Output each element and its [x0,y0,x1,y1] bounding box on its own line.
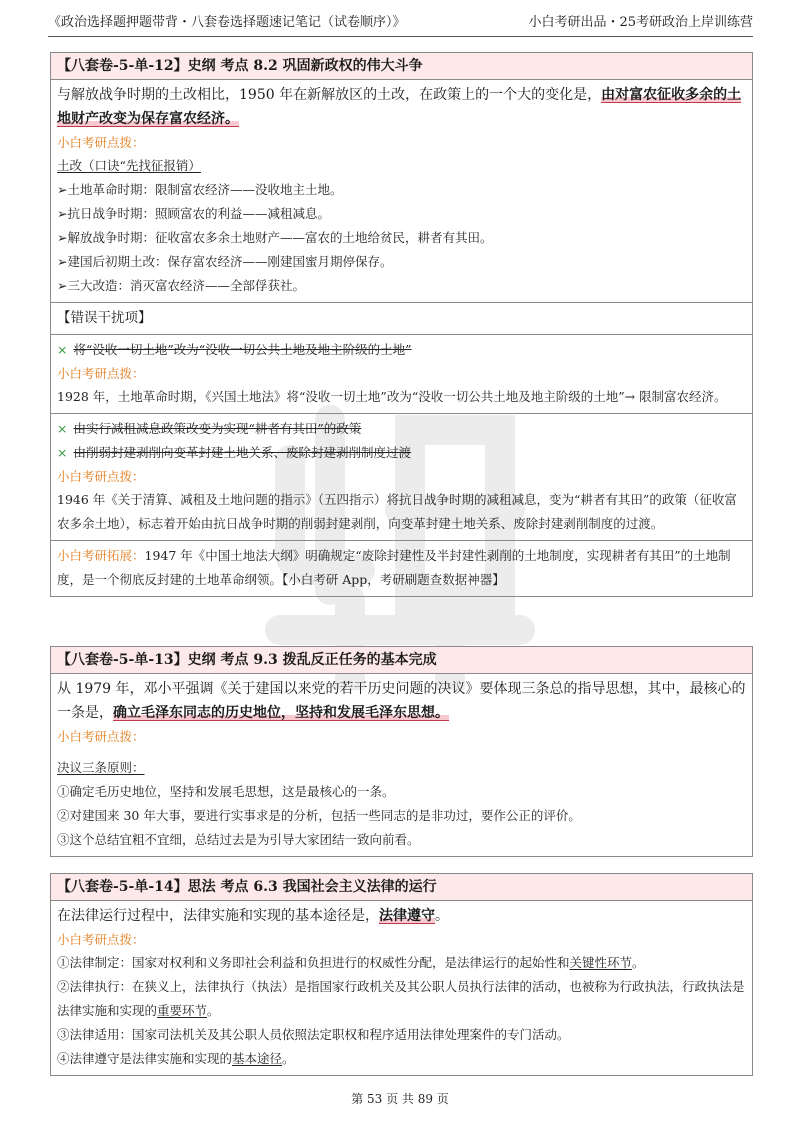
tip-subtitle: 决议三条原则： [57,760,145,775]
wrong-option: × 由实行减租减息政策改变为实现“耕者有其田”的政策 [57,417,746,441]
tip-explanation: 1946 年《关于清算、减租及土地问题的指示》（五四指示）将抗日战争时期的减租减息，变为“耕者有其田”的政策（征收富农多余土地），标志着开始由抗日战争时期的削弱封建剥削，向变革封建土地关系、废除封建剥削制度的过渡。 [57,492,737,531]
question-tag: 【八套卷-5-单-14】 [57,879,188,895]
tip-point: ➢解放战争时期：征收富农多余土地财产——富农的土地给贫民，耕者有其田。 [57,230,493,245]
distractor-section-2 [51,413,752,540]
question-title [51,647,752,674]
tip-point: ➢抗日战争时期：照顾富农的利益——减租减息。 [57,206,330,221]
question-title [51,53,752,80]
distractor-section-1 [51,334,752,413]
wrong-option: × 将“没收一切土地”改为“没收一切公共土地及地主阶级的土地” [57,338,746,362]
question-card-12 [50,52,753,597]
distractor-label: 【错误干扰项】 [57,310,152,326]
question-stem: 与解放战争时期的土改相比，1950 年在新解放区的土改，在政策上的一个大的变化是，由对富农征收多余的土地财产改变为保存富农经济。 [57,87,742,127]
question-section [51,80,752,302]
wrong-option: × 由削弱封建剥削向变革封建土地关系、废除封建剥削制度过渡 [57,441,746,465]
cross-icon: × [57,421,68,436]
tip-explanation: 1928 年，土地革命时期，《兴国土地法》将“没收一切土地”改为“没收一切公共土地及地主阶级的土地”→ 限制富农经济。 [57,389,727,404]
question-topic: 史纲 考点 9.3 拨乱反正任务的基本完成 [187,652,437,668]
question-title [51,874,752,901]
question-tag: 【八套卷-5-单-12】 [57,58,188,74]
tip-point: ➢三大改造：消灭富农经济——全部俘获社。 [57,278,305,293]
tip-label: 小白考研点拨： [57,729,145,744]
extension-note: 小白考研拓展：1947 年《中国土地法大纲》明确规定“废除封建性及半封建性剥削的土地制度，实现耕者有其田”的土地制度，是一个彻底反封建的土地革命纲领。【小白考研 App，考研刷题查数据神器】 [57,548,731,587]
question-card-14 [50,873,753,1076]
header-doc-title: 《政治选择题押题带背・八套卷选择题速记笔记（试卷顺序）》 [48,15,406,30]
cross-icon: × [57,445,68,460]
question-tag: 【八套卷-5-单-13】 [57,652,188,668]
extension-label: 小白考研拓展： [57,548,145,563]
correct-answer: 确立毛泽东同志的历史地位，坚持和发展毛泽东思想。 [113,705,449,721]
tip-point: ③这个总结宜粗不宜细，总结过去是为引导大家团结一致向前看。 [57,832,420,847]
tip-point: ③法律适用：国家司法机关及其公职人员依照法定职权和程序适用法律处理案件的专门活动。 [57,1027,570,1042]
correct-answer: 由对富农征收多余的土地财产改变为保存富农经济。 [57,87,742,127]
tip-label: 小白考研点拨： [57,469,145,484]
tip-label: 小白考研点拨： [57,135,145,150]
tip-point: ①确定毛历史地位，坚持和发展毛思想，这是最核心的一条。 [57,784,395,799]
question-stem: 从 1979 年，邓小平强调《关于建国以来党的若干历史问题的决议》要体现三条总的指导思想，其中，最核心的一条是，确立毛泽东同志的历史地位，坚持和发展毛泽东思想。 [57,681,746,721]
page-header [48,10,753,37]
tip-label: 小白考研点拨： [57,366,145,381]
question-stem: 在法律运行过程中，法律实施和实现的基本途径是，法律遵守。 [57,908,449,924]
question-card-13 [50,646,753,857]
tip-point: ④法律遵守是法律实施和实现的基本途径。 [57,1051,295,1066]
question-section [51,901,752,1075]
tip-point: ②对建国来 30 年大事，要进行实事求是的分析，包括一些同志的是非功过，要作公正的评价。 [57,808,581,823]
tip-label: 小白考研点拨： [57,932,145,947]
question-topic: 思法 考点 6.3 我国社会主义法律的运行 [187,879,437,895]
page-number: 第 53 页 共 89 页 [351,1092,449,1106]
correct-answer: 法律遵守 [379,908,435,924]
tip-point: ➢建国后初期土改：保存富农经济——刚建国蜜月期停保存。 [57,254,393,269]
cross-icon: × [57,342,68,357]
extension-section [51,540,752,596]
header-publisher: 小白考研出品・25考研政治上岸训练营 [528,15,753,30]
question-section [51,674,752,856]
tip-point: ①法律制定：国家对权利和义务即社会利益和负担进行的权威性分配，是法律运行的起始性和关键性环节。 [57,955,645,970]
tip-subtitle: 土改（口诀“先找征报销） [57,158,201,173]
tip-point: ➢土地革命时期：限制富农经济——没收地主土地。 [57,182,343,197]
distractor-header-section [51,302,752,334]
question-topic: 史纲 考点 8.2 巩固新政权的伟大斗争 [187,58,423,74]
tip-point: ②法律执行：在狭义上，法律执行（执法）是指国家行政机关及其公职人员执行法律的活动，也被称为行政执法，行政执法是法律实施和实现的重要环节。 [57,979,745,1018]
